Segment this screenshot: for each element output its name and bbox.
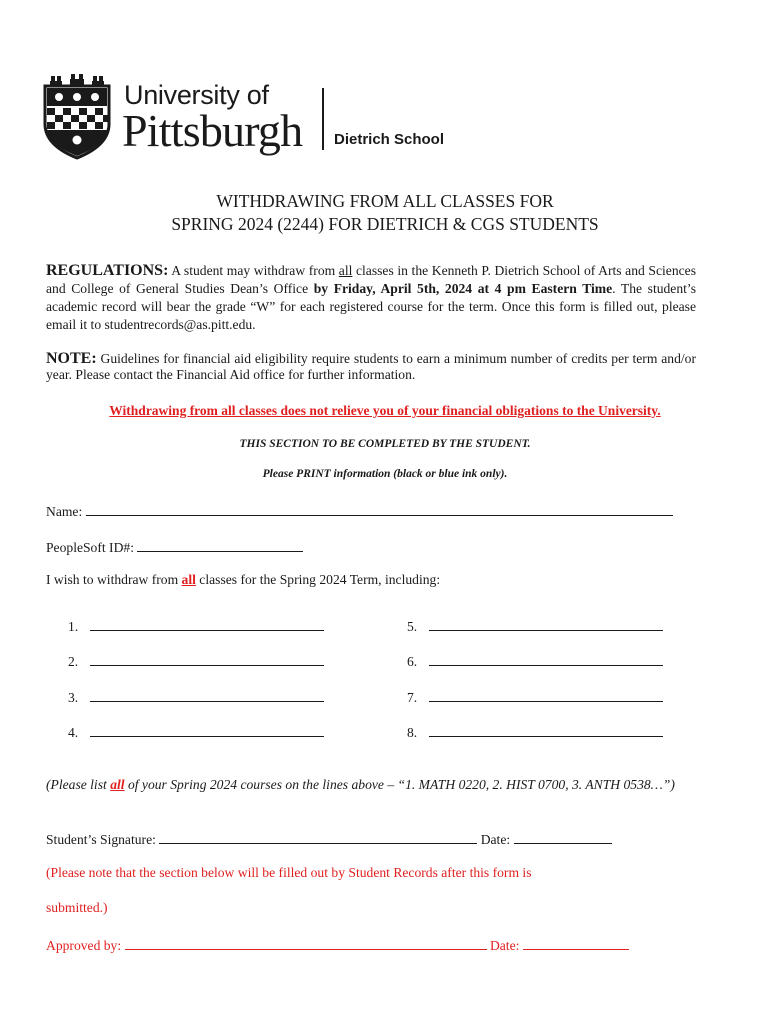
page-title-line2: SPRING 2024 (2244) FOR DIETRICH & CGS STUDENTS — [171, 214, 599, 234]
course-number: 6. — [407, 654, 418, 669]
withdraw-all: all — [181, 572, 196, 587]
approved-by-field[interactable] — [125, 936, 487, 950]
course-line-4 — [68, 723, 324, 740]
approved-label: Approved by: — [46, 938, 122, 953]
course-number: 7. — [407, 690, 418, 705]
regulations-paragraph — [46, 262, 696, 334]
approved-row — [46, 936, 629, 953]
note-label: NOTE: — [46, 350, 97, 367]
signature-date-label: Date: — [480, 832, 511, 847]
list-note-b: of your Spring 2024 courses on the lines above – “1. MATH 0220, 2. HIST 0700, 3. ANTH 0538…”) — [124, 777, 675, 792]
course-line-8 — [407, 723, 663, 740]
regulations-text-a: A student may withdraw from — [168, 263, 339, 278]
course-number: 2. — [68, 654, 79, 669]
signature-field[interactable] — [159, 830, 477, 844]
course-field-8[interactable] — [429, 723, 663, 737]
financial-warning-text: Withdrawing from all classes does not relieve you of your financial obligations to the University. — [109, 403, 661, 418]
course-field-2[interactable] — [90, 652, 324, 666]
student-section-heading: THIS SECTION TO BE COMPLETED BY THE STUDENT. — [239, 438, 531, 450]
name-row — [46, 502, 673, 519]
note-text: Guidelines for financial aid eligibility require students to earn a minimum number of credits per term and/or year. Please contact the Financial Aid office for further information. — [46, 351, 696, 382]
regulations-deadline: by Friday, April 5th, 2024 at 4 pm Eastern Time — [313, 281, 613, 296]
course-line-3 — [68, 688, 324, 705]
logo-university-of: University of — [124, 80, 269, 110]
print-note: Please PRINT information (black or blue ink only). — [262, 468, 508, 480]
regulations-all: all — [338, 263, 353, 278]
course-number: 1. — [68, 619, 79, 634]
signature-row — [46, 830, 612, 847]
name-field[interactable] — [86, 502, 673, 516]
id-label: PeopleSoft ID#: — [46, 540, 134, 555]
withdraw-text-b: classes for the Spring 2024 Term, including: — [195, 572, 441, 587]
records-note-line2: submitted.) — [46, 900, 108, 915]
course-number: 3. — [68, 690, 79, 705]
course-line-6 — [407, 652, 663, 669]
list-note-all: all — [110, 777, 125, 792]
signature-date-field[interactable] — [514, 830, 612, 844]
list-note-a: (Please list — [46, 777, 111, 792]
course-field-3[interactable] — [90, 688, 324, 702]
university-shield-logo — [42, 72, 112, 160]
peoplesoft-id-field[interactable] — [137, 538, 303, 552]
regulations-label: REGULATIONS: — [46, 262, 169, 279]
course-line-1 — [68, 617, 324, 634]
signature-label: Student’s Signature: — [46, 832, 156, 847]
note-paragraph — [46, 351, 696, 383]
course-field-4[interactable] — [90, 723, 324, 737]
course-line-7 — [407, 688, 663, 705]
course-line-2 — [68, 652, 324, 669]
course-field-5[interactable] — [429, 617, 663, 631]
approved-date-label: Date: — [489, 938, 520, 953]
financial-warning — [0, 403, 770, 419]
course-field-1[interactable] — [90, 617, 324, 631]
course-line-5 — [407, 617, 663, 634]
course-field-6[interactable] — [429, 652, 663, 666]
logo-pittsburgh: Pittsburgh — [122, 105, 303, 156]
records-note-line1: (Please note that the section below will be filled out by Student Records after this form is — [46, 865, 532, 880]
withdraw-text-a: I wish to withdraw from — [46, 572, 182, 587]
course-number: 5. — [407, 619, 418, 634]
logo-school-name: Dietrich School — [334, 131, 445, 148]
logo-divider — [322, 88, 324, 150]
page-title-line1: WITHDRAWING FROM ALL CLASSES FOR — [216, 191, 554, 211]
course-number: 8. — [407, 725, 418, 740]
id-row — [46, 538, 303, 555]
regulations-text-c: . The student’s academic record will bear the grade “W” for each registered course for the term. Once this form is filled out, please email it to studentrecords@as.pitt.edu. — [46, 281, 696, 332]
regulations-text-b: classes in the Kenneth P. Dietrich School of Arts and Sciences and College of General Studies Dean’s Office — [46, 263, 696, 296]
approved-date-field[interactable] — [523, 936, 629, 950]
course-field-7[interactable] — [429, 688, 663, 702]
name-label: Name: — [46, 504, 83, 519]
course-number: 4. — [68, 725, 79, 740]
course-list-instructions — [46, 777, 686, 793]
withdraw-statement — [46, 573, 440, 587]
